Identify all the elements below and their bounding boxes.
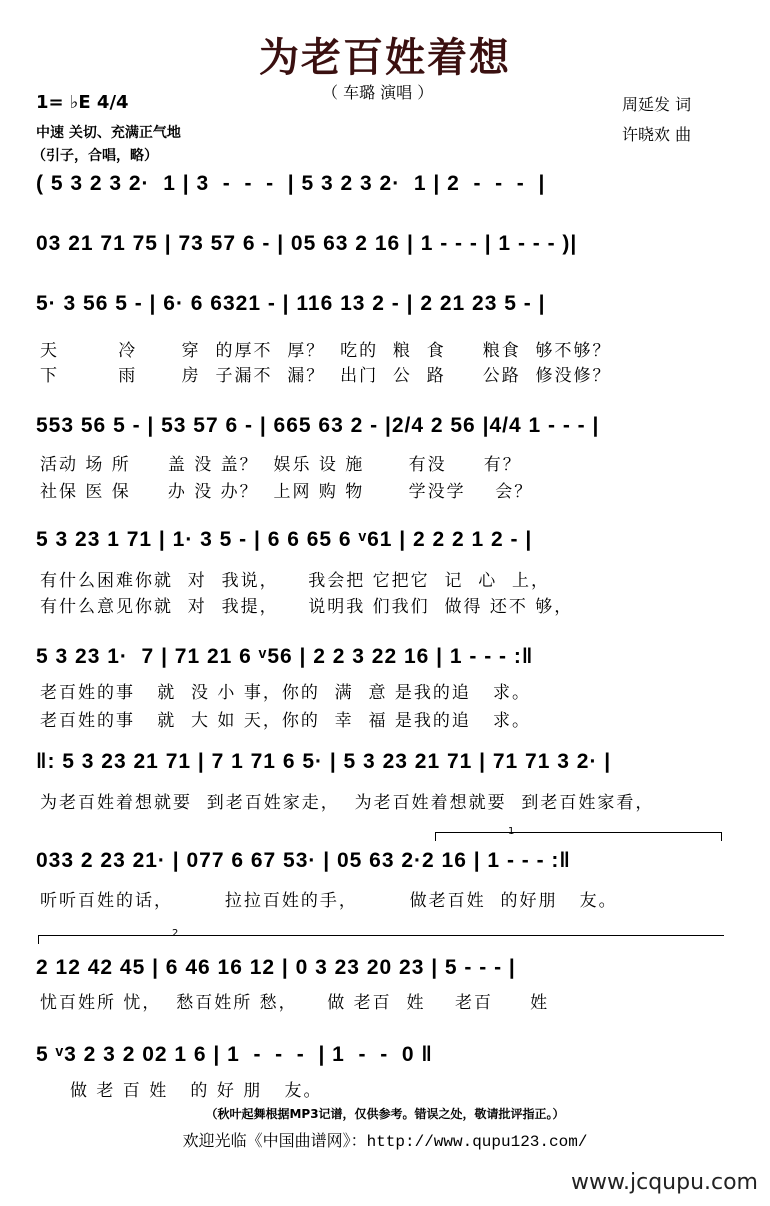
lyric-line: 为老百姓着想就要 到老百姓家走， 为老百姓着想就要 到老百姓家看， (40, 793, 655, 813)
lyric-line: 社保 医 保 办 没 办？ 上网 购 物 学没学 会？ (40, 482, 534, 502)
notation-line: 5 3 23 1 71 | 1· 3 5 - | 6 6 65 6 ᵛ61 | 2 2 2 1 2 - | (36, 528, 533, 551)
lyricist-credit: 周延发 词 (622, 95, 692, 114)
notation-line: 033 2 23 21· | 077 6 67 53· | 05 63 2·2 16 | 1 - - - :‖ (36, 849, 571, 872)
notation-line: 5 ᵛ3 2 3 2 02 1 6 | 1 - - - | 1 - - 0 ‖ (36, 1043, 433, 1066)
lyric-line: 忧百姓所 忧， 愁百姓所 愁， 做 老百 姓 老百 姓 (40, 993, 550, 1013)
lyric-line: 做 老 百 姓 的 好 朋 友。 (70, 1081, 323, 1101)
volta-bracket-2 (38, 935, 724, 944)
lyric-line: 有什么困难你就 对 我说， 我会把 它把它 记 心 上， (40, 571, 551, 591)
site-link[interactable]: 欢迎光临《中国曲谱网》：http://www.qupu123.com/ (182, 1133, 588, 1151)
lyric-line: 活动 场 所 盖 没 盖？ 娱乐 设 施 有没 有？ (40, 455, 522, 475)
notation-line: ( 5 3 2 3 2· 1 | 3 - - - | 5 3 2 3 2· 1 | 2 - - - | (36, 172, 546, 195)
notation-line: 2 12 42 45 | 6 46 16 12 | 0 3 23 20 23 | 5 - - - | (36, 956, 516, 979)
lyric-line: 听听百姓的话， 拉拉百姓的手， 做老百姓 的好朋 友。 (40, 891, 618, 911)
lyric-line: 下 雨 房 子漏不 漏？ 出门 公 路 公路 修没修？ (40, 366, 612, 386)
lyric-line: 老百姓的事 就 大 如 天，你的 幸 福 是我的追 求。 (40, 711, 532, 731)
volta-number: 2 (172, 928, 179, 939)
notation-line: 03 21 71 75 | 73 57 6 - | 05 63 2 16 | 1 - - - | 1 - - - )| (36, 232, 578, 255)
notation-line: 5· 3 56 5 - | 6· 6 6321 - | 116 13 2 - | 2 21 23 5 - | (36, 292, 546, 315)
lyric-line: 老百姓的事 就 没 小 事，你的 满 意 是我的追 求。 (40, 683, 532, 703)
singer-credit: （ 车璐 演唱 ） (322, 83, 434, 102)
intro-note: （引子，合唱，略） (32, 148, 158, 164)
composer-credit: 许晓欢 曲 (622, 125, 692, 144)
notation-line: ‖: 5 3 23 21 71 | 7 1 71 6 5· | 5 3 23 21 71 | 71 71 3 2· | (36, 750, 612, 773)
notation-line: 553 56 5 - | 53 57 6 - | 665 63 2 - |2/4 2 56 |4/4 1 - - - | (36, 414, 600, 437)
lyric-line: 天 冷 穿 的厚不 厚？ 吃的 粮 食 粮食 够不够？ (40, 341, 612, 361)
transcriber-note: （秋叶起舞根据MP3记谱，仅供参考。错误之处，敬请批评指正。） (205, 1107, 565, 1121)
lyric-line: 有什么意见你就 对 我提， 说明我 们我们 做得 还不 够， (40, 597, 574, 617)
key-signature: 1= ♭E 4/4 (36, 92, 129, 113)
volta-bracket-1 (435, 832, 722, 841)
song-title: 为老百姓着想 (259, 35, 511, 81)
watermark: www.jcqupu.com (571, 1170, 758, 1195)
volta-number: 1 (508, 826, 515, 837)
tempo-marking: 中速 关切、充满正气地 (36, 125, 181, 141)
notation-line: 5 3 23 1· 7 | 71 21 6 ᵛ56 | 2 2 3 22 16 | 1 - - - :‖ (36, 645, 534, 668)
